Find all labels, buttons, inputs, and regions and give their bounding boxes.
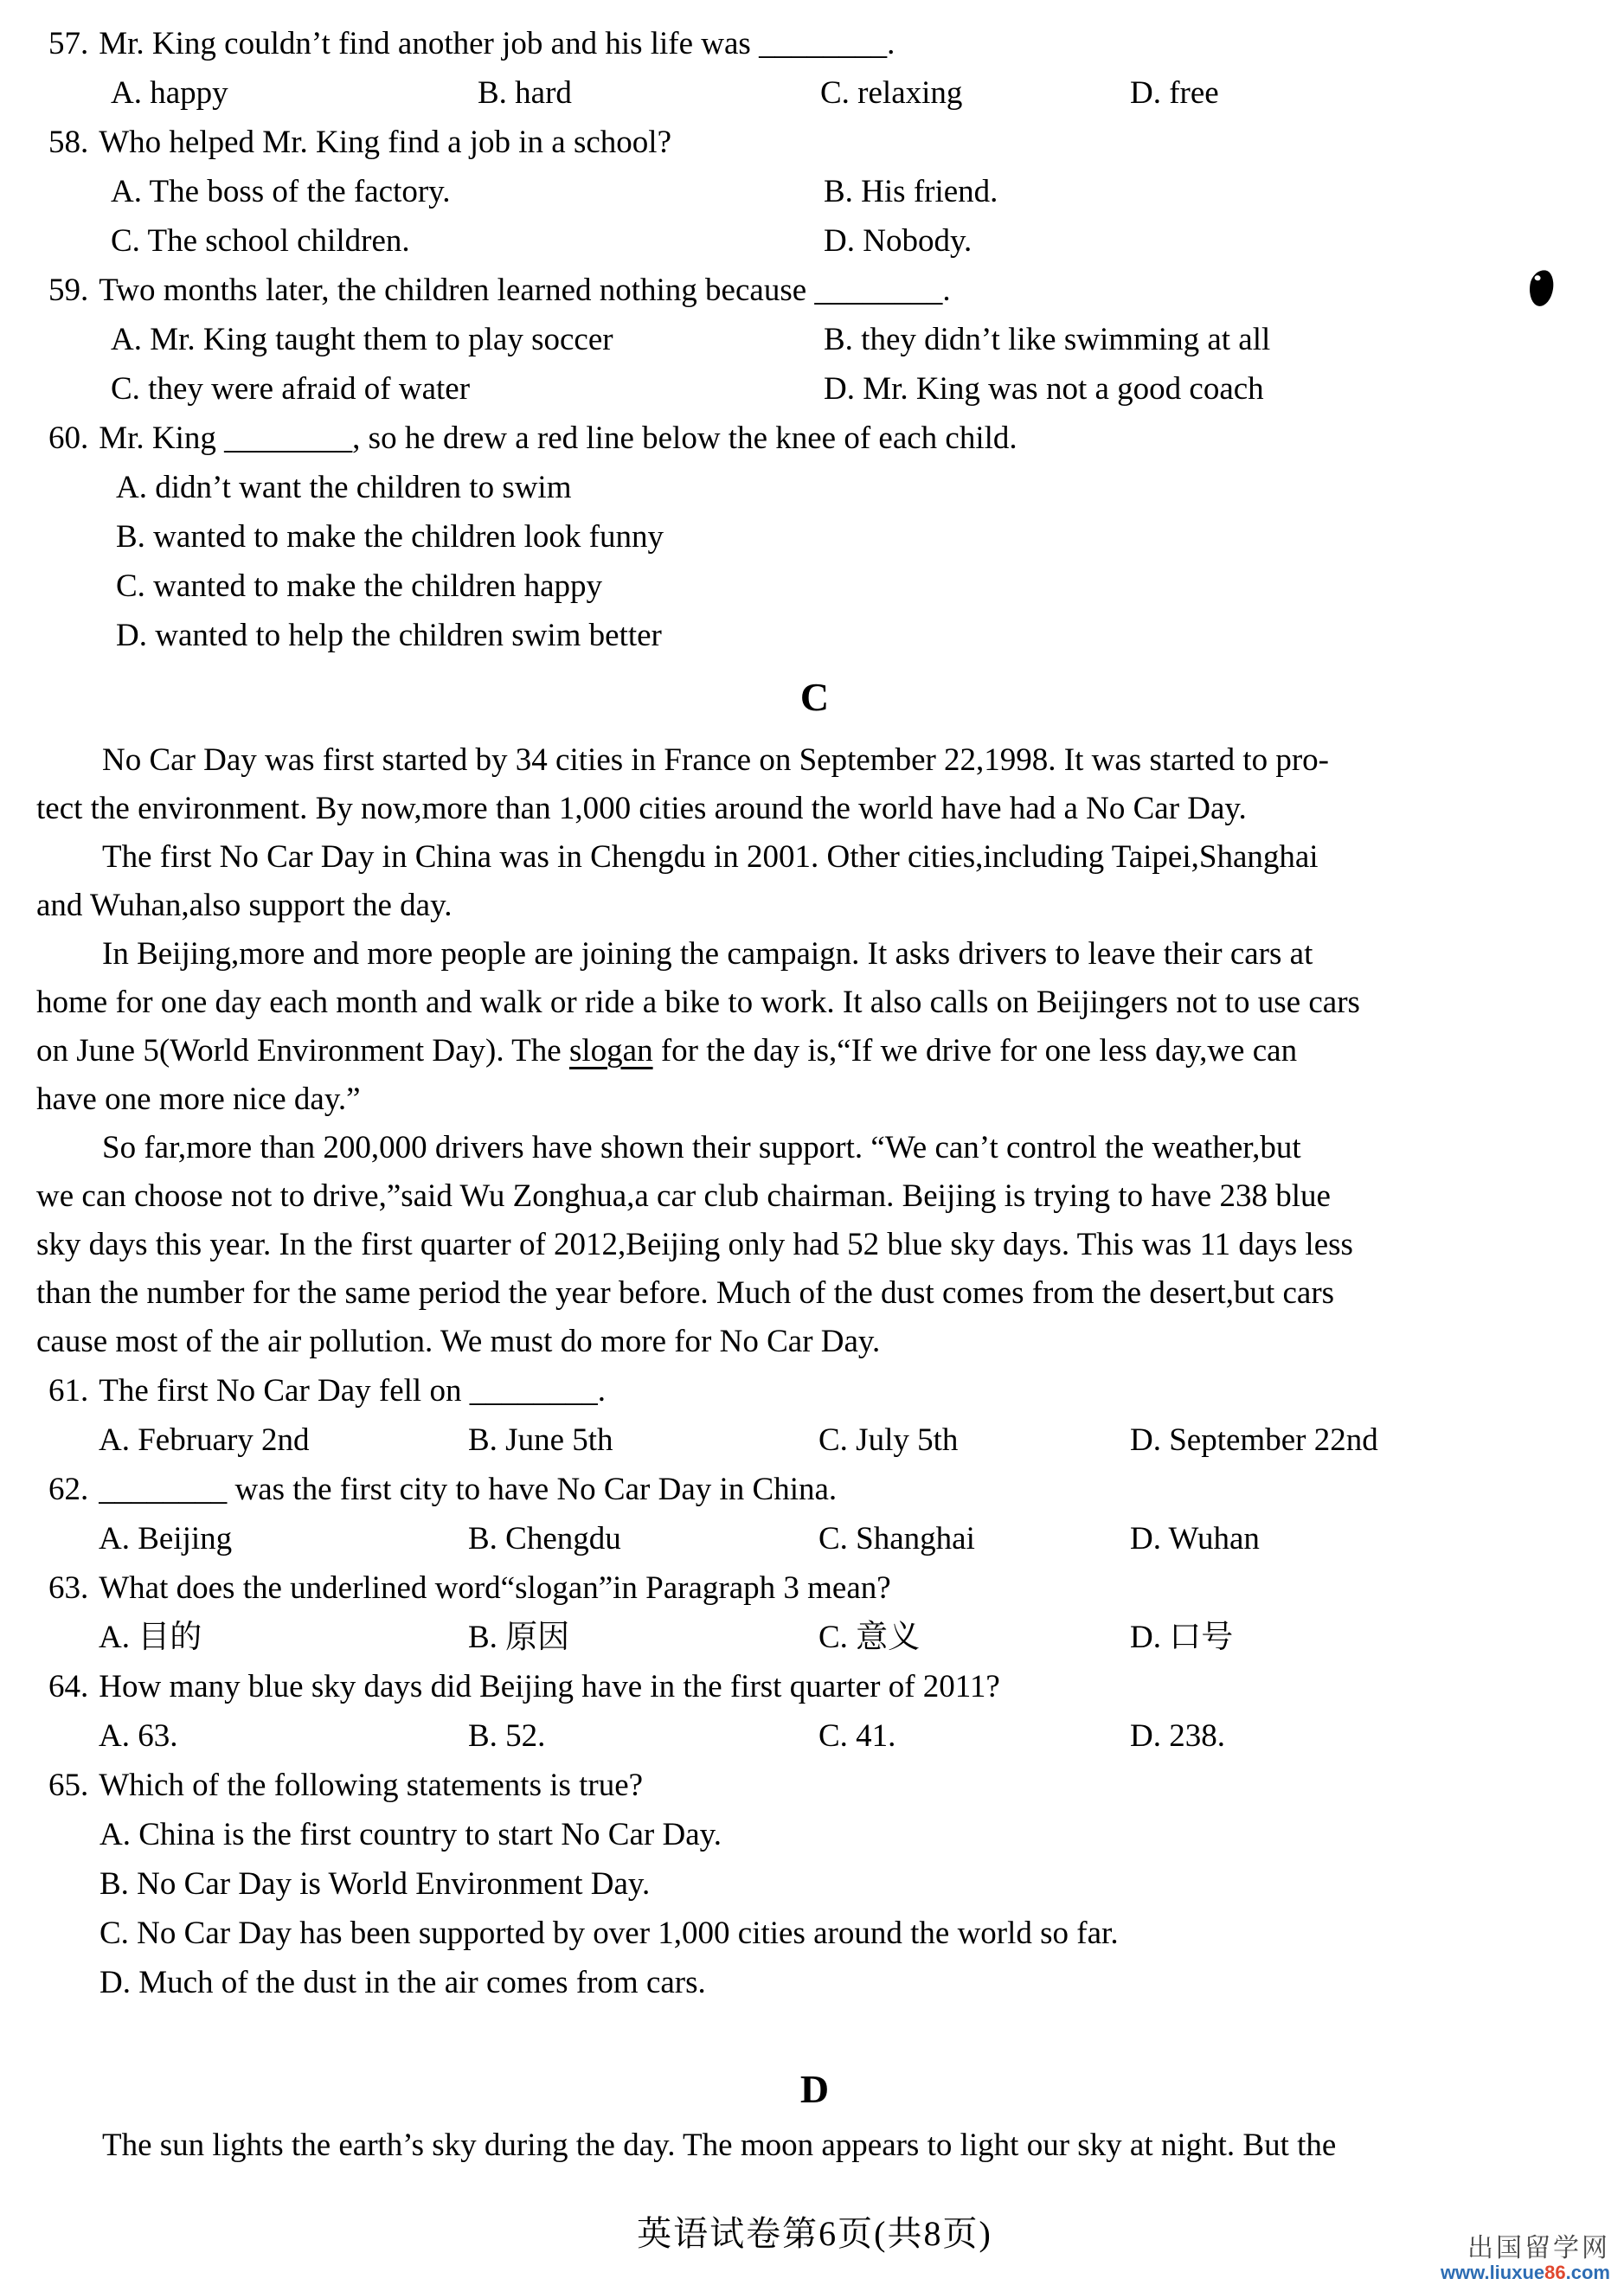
option-b: B. wanted to make the children look funny [116,519,664,555]
passage-line-with-underlined-word [36,1027,1593,1075]
passage-c-body [36,736,1593,1366]
option-d: D. Mr. King was not a good coach [824,371,1264,407]
option-c: C. The school children. [111,223,410,259]
question-57 [36,19,1593,118]
question-60 [36,414,1593,660]
question-65-text [48,1761,1593,1810]
question-58 [36,118,1593,266]
question-64 [36,1662,1593,1761]
question-57-text [48,19,1593,68]
passage-line: we can choose not to drive,”said Wu Zonghua,a car club chairman. Beijing is trying to have 238 blue [36,1178,1331,1214]
option-b: B. Chengdu [468,1521,621,1556]
watermark [1441,2234,1610,2283]
passage-c-heading: C [799,675,830,719]
option-d: D. Wuhan [1130,1521,1260,1556]
question-59 [36,266,1593,414]
passage-line: tect the environment. By now,more than 1,000 cities around the world have had a No Car Day. [36,791,1247,826]
option-a: A. didn’t want the children to swim [116,470,572,505]
option-a: A. happy [111,75,228,111]
passage-line: sky days this year. In the first quarter of 2012,Beijing only had 52 blue sky days. This was 11 days less [36,1227,1353,1262]
watermark-url-number: 86 [1544,2261,1566,2283]
question-64-options [99,1711,1593,1761]
passage-line: have one more nice day.” [36,1082,361,1117]
option-c: C. July 5th [818,1422,959,1458]
question-stem: Which of the following statements is true? [99,1768,644,1803]
question-61-options [99,1415,1593,1465]
question-58-options-row2 [111,216,1593,266]
question-59-options-row1 [111,315,1593,364]
option-d: D. Nobody. [824,223,972,259]
question-number: 62. [48,1472,89,1507]
option-c: C. 41. [818,1718,896,1754]
question-64-text [48,1662,1593,1711]
question-stem: The first No Car Day fell on ________. [99,1373,606,1409]
question-59-text [48,266,1593,315]
question-stem: Who helped Mr. King find a job in a school? [99,125,672,160]
option-b: B. His friend. [824,174,998,209]
question-number: 59. [48,273,89,308]
watermark-site-name: 出国留学网 [1467,2233,1610,2263]
passage-line: So far,more than 200,000 drivers have shown their support. “We can’t control the weather,but [102,1130,1301,1165]
passage-line: and Wuhan,also support the day. [36,888,453,923]
passage-d-body [36,2121,1593,2170]
question-59-options-row2 [111,364,1593,414]
question-stem: Two months later, the children learned nothing because ________. [99,273,951,308]
option-a: A. China is the first country to start No Car Day. [99,1817,722,1852]
passage-line: In Beijing,more and more people are joining the campaign. It asks drivers to leave their cars at [102,936,1313,972]
option-c: C. 意义 [818,1620,921,1655]
question-number: 63. [48,1570,89,1606]
question-63-options [99,1613,1593,1662]
option-b: B. 原因 [468,1620,570,1655]
option-d: D. 238. [1130,1718,1225,1754]
question-61-text [48,1366,1593,1415]
option-c: C. No Car Day has been supported by over 1,000 cities around the world so far. [99,1916,1119,1951]
option-c: C. Shanghai [818,1521,975,1556]
option-d: D. Much of the dust in the air comes from cars. [99,1965,706,2000]
question-63-text [48,1563,1593,1613]
question-60-text [48,414,1593,463]
option-b: B. 52. [468,1718,546,1754]
watermark-url-suffix: .com [1565,2261,1610,2283]
question-number: 65. [48,1768,89,1803]
option-a: A. Mr. King taught them to play soccer [111,322,613,357]
question-63 [36,1563,1593,1662]
passage-line: cause most of the air pollution. We must do more for No Car Day. [36,1324,881,1359]
question-stem: What does the underlined word“slogan”in Paragraph 3 mean? [99,1570,891,1606]
question-stem: Mr. King couldn’t find another job and his life was ________. [99,26,895,61]
question-number: 61. [48,1373,89,1409]
question-number: 60. [48,420,89,456]
question-61 [36,1366,1593,1465]
option-a: A. Beijing [99,1521,233,1556]
question-stem: How many blue sky days did Beijing have in the first quarter of 2011? [99,1669,1000,1704]
passage-d-heading: D [799,2067,830,2111]
question-stem: Mr. King ________, so he drew a red line below the knee of each child. [99,420,1017,456]
option-b: B. June 5th [468,1422,613,1458]
line-prefix: on June 5(World Environment Day). The [36,1033,569,1069]
question-number: 58. [48,125,89,160]
question-stem: ________ was the first city to have No Car Day in China. [99,1472,838,1507]
option-b: B. hard [478,75,572,111]
question-62 [36,1465,1593,1563]
option-c: C. they were afraid of water [111,371,471,407]
question-57-options [111,68,1593,118]
question-62-text [48,1465,1593,1514]
passage-line: than the number for the same period the year before. Much of the dust comes from the desert,but cars [36,1275,1335,1311]
underlined-word-slogan: slogan [568,1033,653,1069]
option-c: C. wanted to make the children happy [116,568,603,604]
question-58-options-row1 [111,167,1593,216]
question-number: 64. [48,1669,89,1704]
watermark-url-prefix: www.liuxue [1440,2261,1545,2283]
option-a: A. The boss of the factory. [111,174,451,209]
option-d: D. September 22nd [1130,1422,1378,1458]
question-65 [36,1761,1593,2007]
option-a: A. 目的 [99,1620,202,1655]
watermark-url [1441,2263,1610,2283]
option-b: B. they didn’t like swimming at all [824,322,1271,357]
question-58-text [48,118,1593,167]
passage-line: home for one day each month and walk or ride a bike to work. It also calls on Beijingers not to use cars [36,985,1360,1020]
option-a: A. February 2nd [99,1422,310,1458]
passage-line: The sun lights the earth’s sky during the day. The moon appears to light our sky at night. But the [102,2128,1337,2163]
option-a: A. 63. [99,1718,178,1754]
option-d: D. free [1130,75,1219,111]
question-62-options [99,1514,1593,1563]
option-c: C. relaxing [820,75,963,111]
passage-line: No Car Day was first started by 34 cities in France on September 22,1998. It was started to pro- [102,742,1329,778]
question-number: 57. [48,26,89,61]
option-d: D. wanted to help the children swim better [116,618,662,653]
option-b: B. No Car Day is World Environment Day. [99,1866,651,1902]
option-d: D. 口号 [1130,1620,1234,1655]
footer-page-number: 英语试卷第6页(共8页) [637,2214,992,2253]
line-suffix: for the day is,“If we drive for one less day,we can [652,1033,1298,1069]
passage-line: The first No Car Day in China was in Chengdu in 2001. Other cities,including Taipei,Shanghai [102,839,1319,875]
